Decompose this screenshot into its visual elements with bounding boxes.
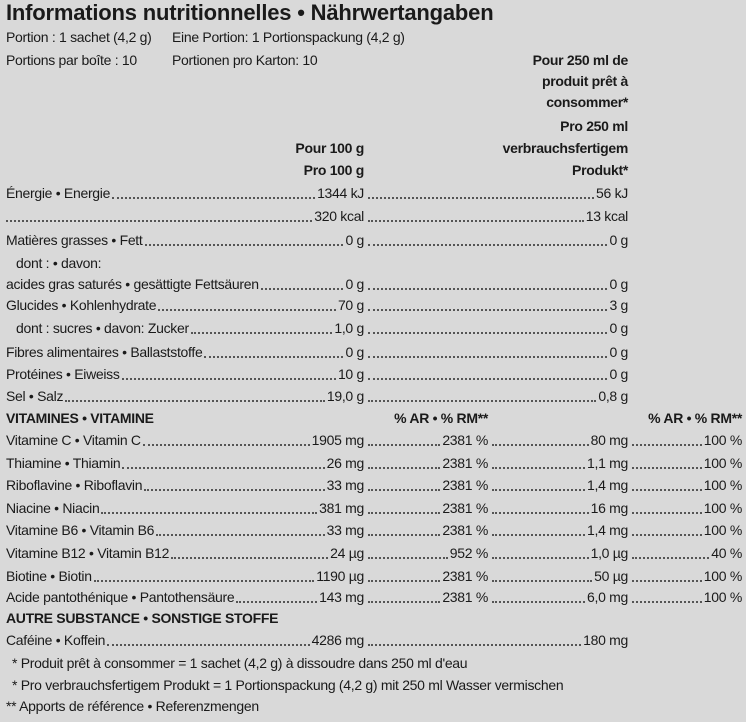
nutrient-label: Énergie • Energie: [6, 185, 111, 201]
vitamin-value-per250: 1,4 mg: [587, 522, 628, 538]
nutrient-value-per250: 0 g: [609, 232, 628, 248]
nutrient-value-per250: 0,8 g: [598, 388, 628, 404]
leader-dots: [632, 467, 702, 469]
nutrient-value-per100: 320 kcal: [314, 208, 364, 224]
leader-dots: [632, 534, 702, 536]
nutrient-label: acides gras saturés • gesättigte Fettsäuren: [6, 276, 259, 292]
nutrient-value-per250: 0 g: [609, 366, 628, 382]
leader-dots: [158, 309, 336, 311]
vitamin-percent-per100: 2381 %: [442, 500, 488, 516]
leader-dots: [632, 557, 709, 559]
portion-fr: Portion : 1 sachet (4,2 g): [6, 29, 152, 45]
vitamin-percent-per250: 100 %: [703, 432, 742, 448]
nutrient-value-per100: 0 g: [345, 276, 364, 292]
vitamin-percent-per250: 100 %: [703, 455, 742, 471]
portions-per-box-fr: Portions par boîte : 10: [6, 52, 137, 68]
vitamin-value-per250: 6,0 mg: [587, 589, 628, 605]
leader-dots: [236, 601, 317, 603]
leader-dots: [368, 197, 594, 199]
vitamin-percent-per250: 100 %: [703, 477, 742, 493]
leader-dots: [122, 378, 336, 380]
leader-dots: [65, 400, 325, 402]
header-per250-line1: Pour 250 ml de: [532, 52, 628, 68]
nutrient-label: Fibres alimentaires • Ballaststoffe: [6, 344, 203, 360]
leader-dots: [368, 309, 607, 311]
vitamin-label: Niacine • Niacin: [6, 500, 100, 516]
other-substance-header: AUTRE SUBSTANCE • SONSTIGE STOFFE: [6, 610, 279, 626]
header-per250-line3: consommer*: [546, 94, 628, 110]
leader-dots: [191, 332, 333, 334]
footnote: * Pro verbrauchsfertigem Produkt = 1 Portionspackung (4,2 g) mit 250 ml Wasser vermischen: [12, 677, 564, 693]
nutrient-value-per250: 0 g: [609, 276, 628, 292]
vitamin-value-per100: 143 mg: [319, 589, 364, 605]
leader-dots: [143, 444, 310, 446]
leader-dots: [94, 580, 315, 582]
leader-dots: [204, 356, 343, 358]
leader-dots: [632, 444, 702, 446]
vitamin-percent-per100: 2381 %: [442, 477, 488, 493]
vitamin-label: Riboflavine • Riboflavin: [6, 477, 143, 493]
leader-dots: [632, 601, 702, 603]
leader-dots: [368, 400, 596, 402]
leader-dots: [492, 489, 585, 491]
vitamin-value-per100: 1905 mg: [311, 432, 364, 448]
vitamin-value-per100: 26 mg: [326, 455, 364, 471]
header-per250-line5: verbrauchsfertigem: [502, 140, 628, 156]
vitamin-label: Vitamine B6 • Vitamin B6: [6, 522, 155, 538]
vitamin-value-per250: 16 mg: [590, 500, 628, 516]
nutrient-value-per250: 56 kJ: [596, 185, 628, 201]
leader-dots: [492, 601, 585, 603]
leader-dots: [492, 444, 589, 446]
nutrient-value-per100: 10 g: [337, 366, 364, 382]
header-per250-line4: Pro 250 ml: [560, 118, 628, 134]
footnote: ** Apports de référence • Referenzmengen: [6, 698, 259, 714]
vitamins-header: VITAMINES • VITAMINE: [6, 410, 154, 426]
leader-dots: [107, 644, 309, 646]
leader-dots: [368, 244, 607, 246]
vitamin-percent-per250: 100 %: [703, 500, 742, 516]
leader-dots: [368, 288, 607, 290]
vitamin-value-per250: 1,0 µg: [590, 545, 628, 561]
leader-dots: [6, 220, 312, 222]
nutrient-label: dont : sucres • davon: Zucker: [16, 320, 189, 336]
nutrient-label: dont : • davon:: [16, 255, 102, 271]
leader-dots: [368, 378, 607, 380]
vitamin-label: Biotine • Biotin: [6, 568, 92, 584]
header-per250-line2: produit prêt à: [541, 73, 628, 89]
leader-dots: [632, 580, 702, 582]
vitamins-ar-header-per250: % AR • % RM**: [648, 410, 742, 426]
footnote: * Produit prêt à consommer = 1 sachet (4,2 g) à dissoudre dans 250 ml d'eau: [12, 655, 468, 671]
portion-de: Eine Portion: 1 Portionspackung (4,2 g): [172, 29, 405, 45]
header-per100-line2: Pro 100 g: [303, 162, 364, 178]
header-per100-line1: Pour 100 g: [295, 140, 364, 156]
nutrient-value-per250: 3 g: [609, 297, 628, 313]
nutrient-label: Protéines • Eiweiss: [6, 366, 120, 382]
nutrient-value-per250: 0 g: [609, 344, 628, 360]
nutrient-value-per100: 70 g: [337, 297, 364, 313]
vitamin-percent-per100: 2381 %: [442, 432, 488, 448]
nutrient-value-per100: 0 g: [345, 232, 364, 248]
nutrient-value-per100: 1344 kJ: [317, 185, 364, 201]
vitamin-value-per250: 50 µg: [594, 568, 628, 584]
vitamin-value-per100: 1190 µg: [316, 568, 364, 584]
vitamin-percent-per100: 2381 %: [442, 589, 488, 605]
leader-dots: [368, 467, 440, 469]
leader-dots: [368, 644, 581, 646]
leader-dots: [368, 534, 440, 536]
nutrient-value-per100: 1,0 g: [334, 320, 364, 336]
portions-per-box-de: Portionen pro Karton: 10: [172, 52, 318, 68]
nutrient-value-per250: 0 g: [609, 320, 628, 336]
leader-dots: [368, 489, 440, 491]
vitamin-percent-per250: 100 %: [703, 589, 742, 605]
leader-dots: [112, 197, 315, 199]
leader-dots: [492, 534, 585, 536]
vitamin-percent-per100: 2381 %: [442, 568, 488, 584]
vitamin-value-per100: 381 mg: [319, 500, 364, 516]
vitamin-value-per100: 33 mg: [326, 477, 364, 493]
leader-dots: [144, 489, 324, 491]
vitamin-percent-per100: 952 %: [449, 545, 488, 561]
page-title: Informations nutritionnelles • Nährwertangaben: [6, 0, 494, 25]
vitamin-percent-per250: 100 %: [703, 522, 742, 538]
vitamin-value-per100: 33 mg: [326, 522, 364, 538]
leader-dots: [101, 512, 317, 514]
vitamin-percent-per100: 2381 %: [442, 455, 488, 471]
leader-dots: [368, 557, 448, 559]
vitamin-value-per250: 80 mg: [590, 432, 628, 448]
nutrient-value-per250: 13 kcal: [585, 208, 628, 224]
vitamin-percent-per250: 100 %: [703, 568, 742, 584]
leader-dots: [632, 489, 702, 491]
nutrient-label: Glucides • Kohlenhydrate: [6, 297, 157, 313]
leader-dots: [368, 512, 440, 514]
vitamin-value-per250: 1,4 mg: [587, 477, 628, 493]
vitamin-label: Vitamine C • Vitamin C: [6, 432, 141, 448]
other-value-per250: 180 mg: [583, 632, 628, 648]
other-value-per100: 4286 mg: [311, 632, 364, 648]
vitamin-value-per100: 24 µg: [330, 545, 364, 561]
leader-dots: [492, 467, 585, 469]
nutrient-value-per100: 19,0 g: [326, 388, 364, 404]
leader-dots: [368, 580, 440, 582]
leader-dots: [171, 557, 328, 559]
nutrient-value-per100: 0 g: [345, 344, 364, 360]
leader-dots: [492, 512, 589, 514]
leader-dots: [156, 534, 324, 536]
leader-dots: [122, 467, 324, 469]
header-per250-line6: Produkt*: [572, 162, 628, 178]
vitamin-value-per250: 1,1 mg: [587, 455, 628, 471]
nutrient-label: Sel • Salz: [6, 388, 64, 404]
vitamin-label: Vitamine B12 • Vitamin B12: [6, 545, 170, 561]
leader-dots: [261, 288, 344, 290]
vitamins-ar-header-per100: % AR • % RM**: [394, 410, 488, 426]
leader-dots: [368, 220, 584, 222]
leader-dots: [632, 512, 702, 514]
nutrient-label: Matières grasses • Fett: [6, 232, 143, 248]
leader-dots: [492, 557, 589, 559]
other-substance-label: Caféine • Koffein: [6, 632, 106, 648]
vitamin-percent-per250: 40 %: [711, 545, 742, 561]
leader-dots: [368, 356, 607, 358]
leader-dots: [368, 332, 607, 334]
leader-dots: [145, 244, 344, 246]
leader-dots: [368, 601, 440, 603]
vitamin-label: Thiamine • Thiamin: [6, 455, 121, 471]
vitamin-percent-per100: 2381 %: [442, 522, 488, 538]
leader-dots: [368, 444, 440, 446]
vitamin-label: Acide pantothénique • Pantothensäure: [6, 589, 235, 605]
leader-dots: [492, 580, 592, 582]
